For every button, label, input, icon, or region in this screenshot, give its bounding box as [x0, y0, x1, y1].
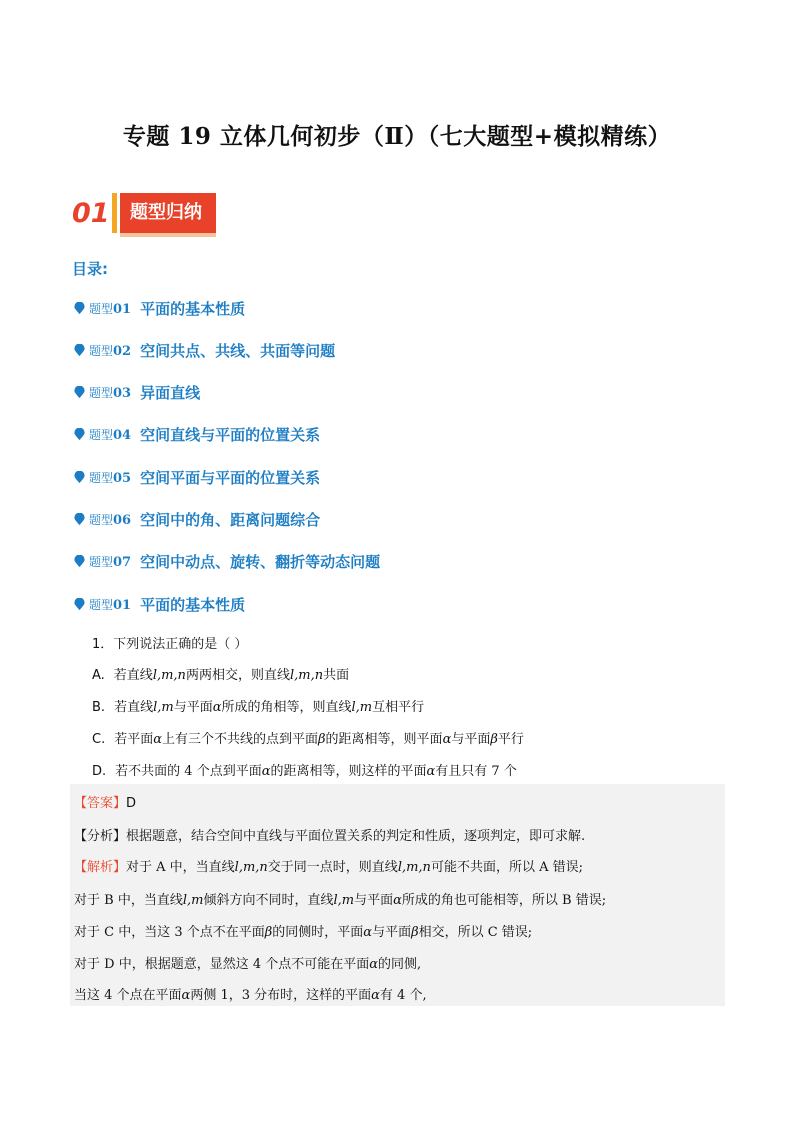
question-text: 下列说法正确的是（ ） — [113, 637, 248, 652]
toc-item-label: 平面的基本性质 — [140, 300, 246, 318]
toc-item-label: 空间共点、共线、共面等问题 — [140, 342, 336, 360]
question-stem — [92, 633, 247, 652]
section-prefix: 题型 — [89, 598, 114, 612]
math-var: l,m — [153, 700, 174, 715]
solution-text: 相交，所以 C 错误; — [418, 925, 533, 940]
math-var: α — [393, 893, 402, 908]
toc-prefix: 题型 — [89, 513, 114, 527]
question-number: 1． — [92, 637, 114, 652]
option-d — [92, 760, 517, 779]
option-text: 若直线 — [114, 700, 154, 715]
solution-line-2 — [74, 889, 606, 908]
math-var: α — [261, 764, 271, 779]
option-text: 两两相交，则直线 — [185, 668, 290, 683]
toc-item-label: 空间直线与平面的位置关系 — [140, 426, 321, 444]
option-text: 互相平行 — [372, 700, 425, 715]
toc-item-label: 空间中动点、旋转、翻折等动态问题 — [140, 553, 381, 571]
math-var: l,m,n — [234, 860, 268, 875]
option-text: 有且只有 7 个 — [435, 764, 517, 779]
option-letter: B. — [92, 700, 106, 715]
solution-text: 当这 4 个点在平面 — [74, 988, 182, 1003]
math-var: α — [363, 925, 373, 940]
section-num: 01 — [113, 598, 132, 613]
analysis-tag: 【分析】 — [74, 829, 127, 844]
option-c — [92, 728, 524, 747]
location-pin-icon — [73, 386, 86, 399]
solution-text: 倾斜方向不同时，直线 — [203, 893, 334, 908]
solution-text: 可能不共面，所以 A 错误; — [430, 860, 583, 875]
location-pin-icon — [73, 598, 86, 611]
toc-num: 02 — [113, 344, 132, 359]
toc-num: 04 — [113, 428, 132, 443]
toc-heading: 目录: — [72, 260, 108, 278]
section-header — [72, 190, 216, 236]
math-var: β — [318, 732, 326, 747]
toc-prefix: 题型 — [89, 471, 114, 485]
option-text: 若直线 — [113, 668, 153, 683]
solution-text: 交于同一点时，则直线 — [267, 860, 398, 875]
math-var: β — [411, 925, 419, 940]
math-var: α — [369, 957, 379, 972]
math-var: l,m — [182, 893, 204, 908]
toc-item-01[interactable] — [73, 298, 245, 319]
solution-text: 与平面 — [354, 893, 394, 908]
math-var: l,m,n — [289, 668, 324, 683]
toc-item-label: 空间平面与平面的位置关系 — [140, 469, 321, 487]
solution-text: 对于 B 中，当直线 — [74, 893, 183, 908]
toc-num: 06 — [113, 513, 132, 528]
current-section-heading — [73, 594, 245, 615]
option-text: 的距离相等，则平面 — [325, 732, 443, 747]
option-text: 若不共面的 4 个点到平面 — [115, 764, 262, 779]
toc-item-02[interactable] — [73, 340, 335, 361]
option-letter: A. — [92, 668, 105, 683]
math-var: β — [264, 925, 273, 940]
option-b — [92, 696, 424, 715]
math-var: l,m — [333, 893, 355, 908]
section-number: 01 — [72, 197, 110, 229]
math-var: l,m — [351, 700, 373, 715]
option-text: 若平面 — [114, 732, 154, 747]
section-divider — [112, 193, 117, 233]
option-a — [92, 664, 349, 683]
option-text: 与平面 — [451, 732, 491, 747]
solution-text: 所成的角也可能相等，所以 B 错误; — [401, 893, 607, 908]
toc-item-04[interactable] — [73, 424, 320, 445]
solution-line-4 — [74, 953, 421, 972]
solution-text: 两侧 1，3 分布时，这样的平面 — [190, 988, 372, 1003]
toc-item-label: 空间中的角、距离问题综合 — [140, 511, 321, 529]
toc-item-03[interactable] — [73, 382, 200, 403]
solution-tag: 【解析】 — [74, 860, 127, 875]
option-letter: D. — [92, 764, 107, 779]
page-title: 专题 19 立体几何初步（Ⅱ）（七大题型+模拟精练） — [122, 123, 672, 150]
math-var: α — [153, 732, 163, 747]
option-text: 上有三个不共线的点到平面 — [162, 732, 319, 747]
option-text: 所成的角相等，则直线 — [221, 700, 352, 715]
location-pin-icon — [73, 428, 86, 441]
analysis-line — [74, 825, 585, 844]
toc-num: 07 — [113, 555, 132, 570]
option-text: 与平面 — [173, 700, 213, 715]
math-var: α — [371, 988, 380, 1003]
toc-prefix: 题型 — [89, 386, 114, 400]
toc-prefix: 题型 — [89, 428, 114, 442]
math-var: l,m,n — [397, 860, 431, 875]
location-pin-icon — [73, 513, 86, 526]
solution-text: 的同侧时，平面 — [272, 925, 364, 940]
toc-item-05[interactable] — [73, 467, 320, 488]
location-pin-icon — [73, 344, 86, 357]
solution-text: 与平面 — [372, 925, 412, 940]
math-var: α — [212, 700, 222, 715]
answer-tag: 【答案】 — [74, 796, 127, 811]
math-var: α — [442, 732, 452, 747]
math-var: α — [426, 764, 436, 779]
toc-num: 01 — [113, 302, 132, 317]
solution-text: 对于 C 中，当这 3 个点不在平面 — [74, 925, 265, 940]
toc-prefix: 题型 — [89, 344, 114, 358]
solution-text: 对于 A 中，当直线 — [126, 860, 235, 875]
option-text: 共面 — [323, 668, 350, 683]
option-text: 平行 — [497, 732, 524, 747]
math-var: l,m,n — [152, 668, 186, 683]
solution-text: 的同侧, — [378, 957, 422, 972]
answer-line — [74, 792, 136, 811]
toc-item-label: 异面直线 — [140, 384, 201, 402]
solution-text: 对于 D 中，根据题意，显然这 4 个点不可能在平面 — [74, 957, 370, 972]
toc-item-07[interactable] — [73, 551, 380, 572]
math-var: α — [181, 988, 191, 1003]
option-text: 的距离相等，则这样的平面 — [270, 764, 427, 779]
analysis-text: 根据题意，结合空间中直线与平面位置关系的判定和性质，逐项判定，即可求解. — [126, 829, 586, 844]
solution-line-3 — [74, 921, 532, 940]
answer-value: D — [126, 796, 137, 811]
location-pin-icon — [73, 302, 86, 315]
toc-prefix: 题型 — [89, 555, 114, 569]
location-pin-icon — [73, 471, 86, 484]
location-pin-icon — [73, 555, 86, 568]
solution-text: 有 4 个, — [379, 988, 427, 1003]
toc-prefix: 题型 — [89, 302, 114, 316]
toc-num: 05 — [113, 471, 132, 486]
solution-line-5 — [74, 984, 427, 1003]
solution-line-1 — [74, 856, 583, 875]
toc-item-06[interactable] — [73, 509, 320, 530]
option-letter: C. — [92, 732, 106, 747]
math-var: β — [490, 732, 498, 747]
toc-num: 03 — [113, 386, 132, 401]
section-title: 平面的基本性质 — [140, 596, 246, 614]
section-label: 题型归纳 — [120, 193, 216, 233]
